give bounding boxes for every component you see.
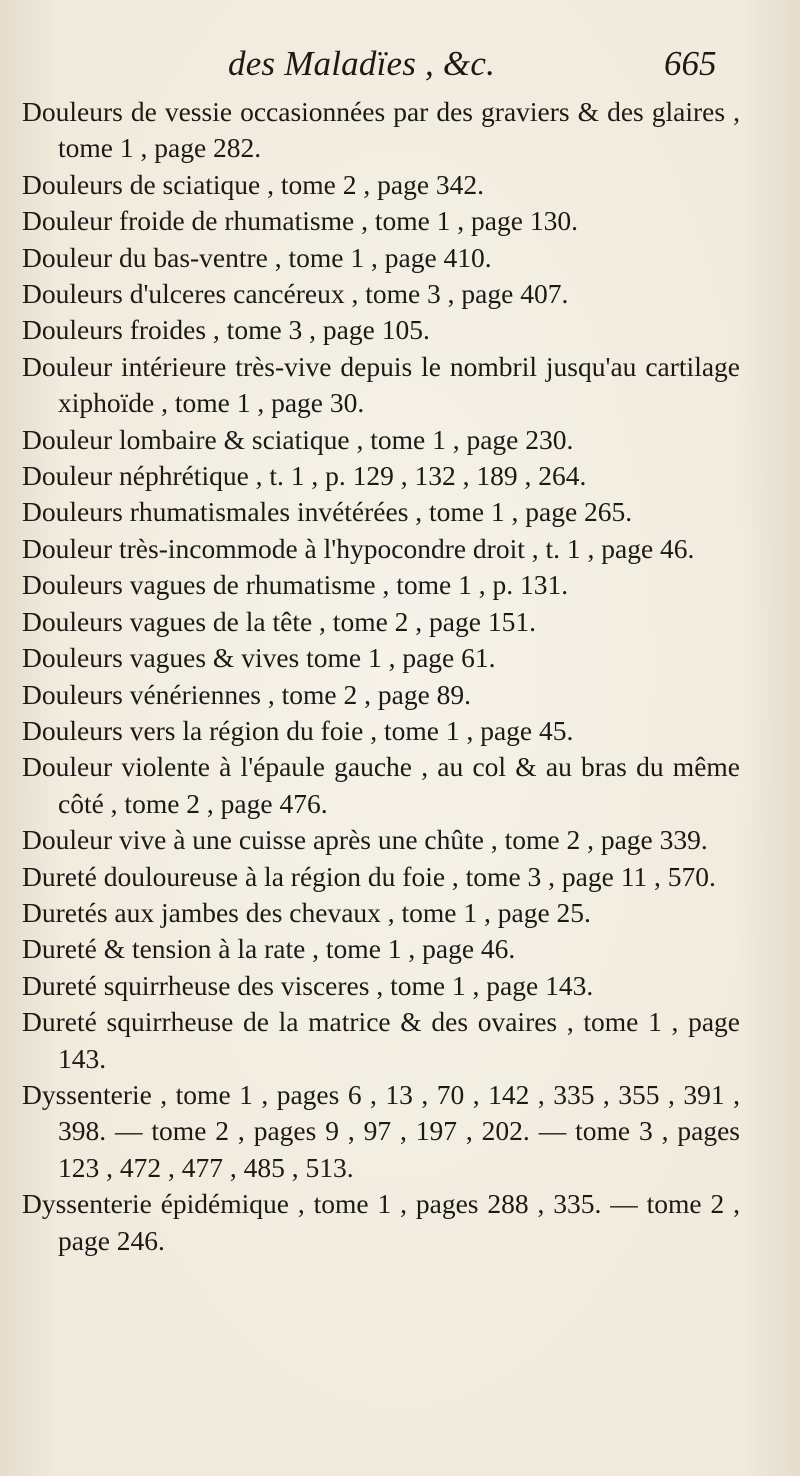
running-title: des Maladïes , &c. (228, 44, 496, 83)
index-entry: Duretés aux jambes des chevaux , tome 1 , page 25. (22, 896, 591, 928)
index-entries (22, 94, 740, 1259)
index-entry: Douleur violente à l'épaule gauche , au col & au bras du même côté , tome 2 , page 476. (22, 751, 740, 819)
index-entry: Douleur intérieure très-vive depuis le nombril jusqu'au cartilage xiphoïde , tome 1 , page 30. (22, 350, 740, 419)
index-entry: Dyssenterie , tome 1 , pages 6 , 13 , 70 , 142 , 335 , 355 , 391 , 398. — tome 2 , pages 9 , 97 , 197 , 202. — tome 3 , pages 123 , 472 , 477 , 485 , 513. (22, 1078, 740, 1183)
page-header (0, 44, 800, 94)
index-entry: Douleurs vagues de la tête , tome 2 , page 151. (22, 605, 536, 637)
index-entry: Dureté squirrheuse de la matrice & des ovaires , tome 1 , page 143. (22, 1006, 740, 1074)
index-entry: Douleurs de vessie occasionnées par des graviers & des glaires , tome 1 , page 282. (22, 96, 740, 164)
index-entry: Douleur très-incommode à l'hypocondre droit , t. 1 , page 46. (22, 532, 695, 564)
index-entry: Douleurs vagues de rhumatisme , tome 1 , p. 131. (22, 569, 569, 601)
page-number: 665 (664, 44, 717, 83)
index-entry: Douleurs froides , tome 3 , page 105. (22, 314, 430, 346)
index-entry: Dureté douloureuse à la région du foie , tome 3 , page 11 , 570. (22, 860, 716, 892)
index-entry: Douleurs de sciatique , tome 2 , page 342. (22, 168, 485, 200)
index-entry: Dyssenterie épidémique , tome 1 , pages 288 , 335. — tome 2 , page 246. (22, 1188, 740, 1256)
index-entry: Douleurs rhumatismales invétérées , tome 1 , page 265. (22, 496, 633, 528)
index-entry: Douleur néphrétique , t. 1 , p. 129 , 132 , 189 , 264. (22, 460, 587, 492)
index-entry: Douleur froide de rhumatisme , tome 1 , page 130. (22, 205, 578, 237)
index-entry: Douleur lombaire & sciatique , tome 1 , page 230. (22, 423, 574, 455)
index-entry: Douleurs d'ulceres cancéreux , tome 3 , page 407. (22, 278, 569, 310)
index-entry: Douleurs vers la région du foie , tome 1 , page 45. (22, 714, 574, 746)
index-entry: Douleur vive à une cuisse après une chûte , tome 2 , page 339. (22, 824, 708, 856)
index-entry: Douleurs vagues & vives tome 1 , page 61. (22, 642, 496, 674)
index-entry: Dureté squirrheuse des visceres , tome 1 , page 143. (22, 969, 594, 1001)
index-entry: Douleur du bas-ventre , tome 1 , page 410. (22, 241, 492, 273)
index-entry: Douleurs vénériennes , tome 2 , page 89. (22, 678, 472, 710)
index-entry: Dureté & tension à la rate , tome 1 , page 46. (22, 933, 516, 965)
